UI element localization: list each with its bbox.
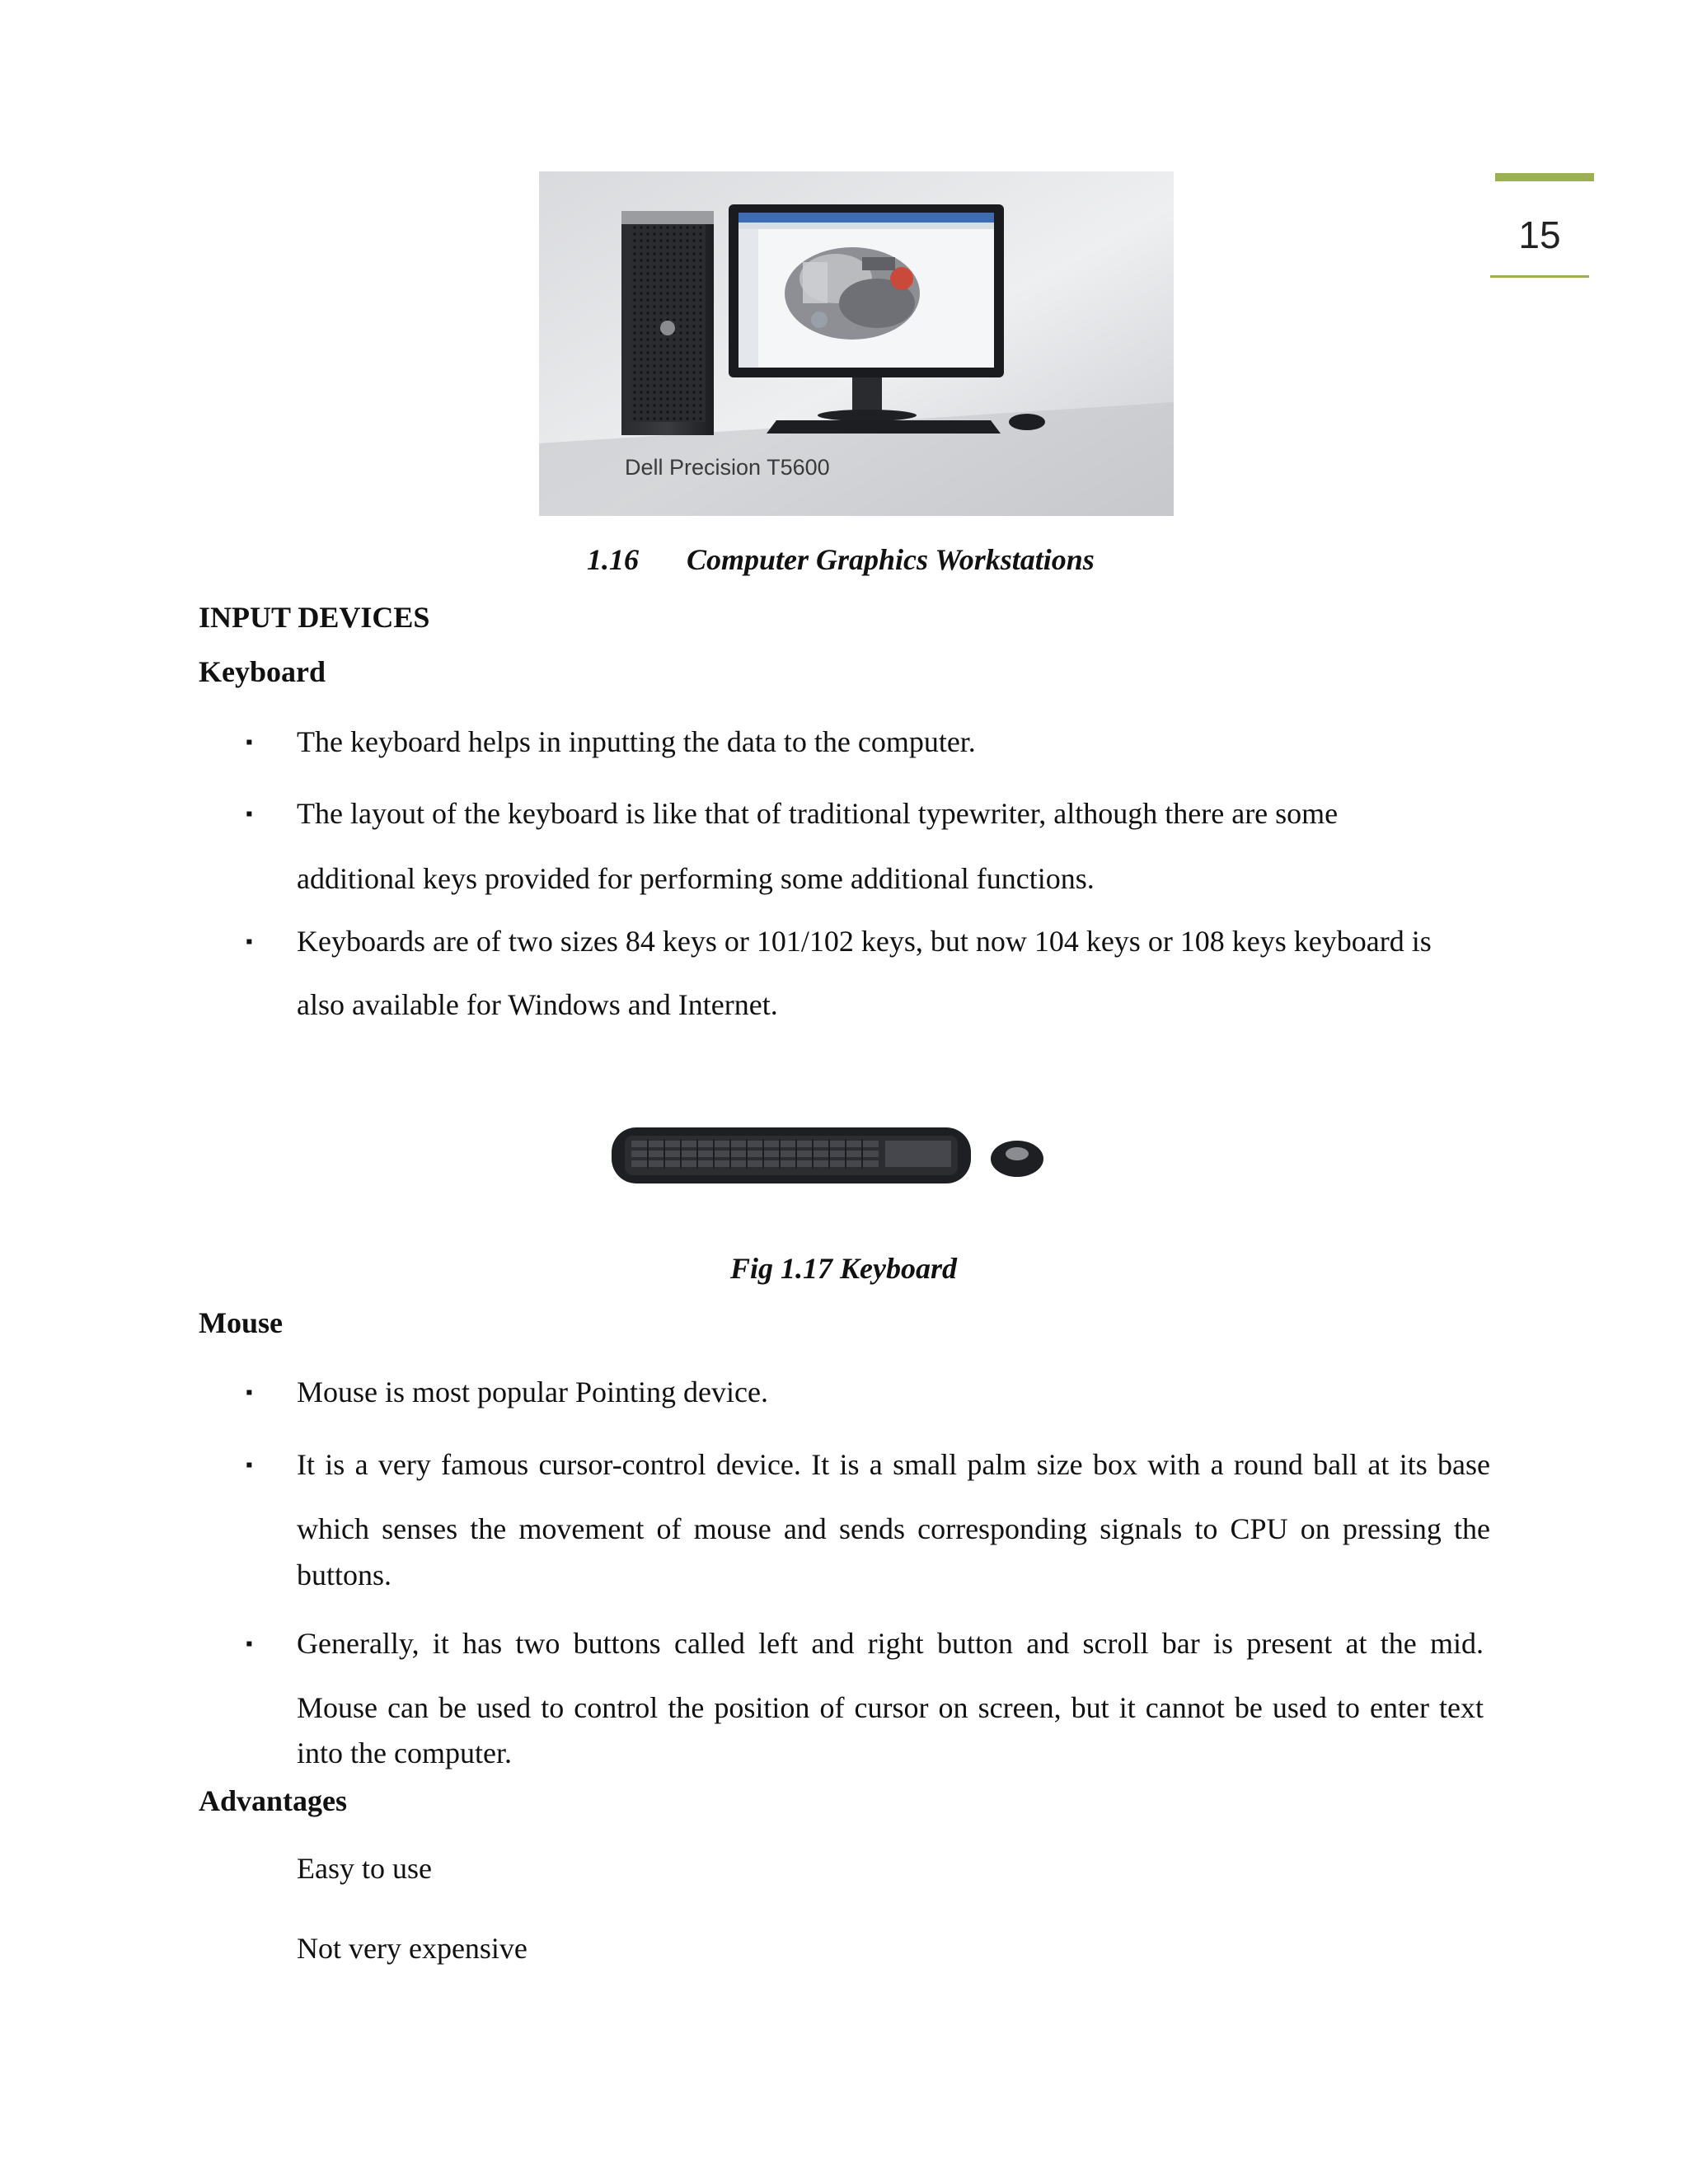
keyboard-item-1: The keyboard helps in inputting the data to the computer. <box>297 725 976 758</box>
keyboard-item-3-line-2: also available for Windows and Internet. <box>297 988 778 1021</box>
bullet-icon: ▪ <box>246 1455 253 1476</box>
keyboard-heading: Keyboard <box>199 655 326 688</box>
mouse-item-2-line-2: which senses the movement of mouse and sends corresponding signals to CPU on pressing the <box>297 1512 1490 1545</box>
mouse-item-3-line-3: into the computer. <box>297 1736 512 1769</box>
page-number: 15 <box>1518 213 1561 256</box>
workstation-photo <box>539 171 1174 516</box>
keyboard-keys <box>631 1141 951 1167</box>
page-number-bottom-rule <box>1490 275 1589 278</box>
advantage-item: Not very expensive <box>297 1932 528 1965</box>
keyboard-item-3-line-1: Keyboards are of two sizes 84 keys or 101/102 keys, but now 104 keys or 108 keys keyboard is <box>297 925 1432 958</box>
page-number-top-rule <box>1495 173 1594 181</box>
keyboard-item-2-line-2: additional keys provided for performing some additional functions. <box>297 862 1095 895</box>
bullet-icon: ▪ <box>246 1382 253 1404</box>
bullet-icon: ▪ <box>246 931 253 953</box>
advantages-heading: Advantages <box>199 1784 348 1817</box>
photo-label: Dell Precision T5600 <box>625 455 830 480</box>
mouse-item-2-line-3: buttons. <box>297 1558 392 1591</box>
figure-caption: Computer Graphics Workstations <box>687 543 1095 576</box>
workstation-keyboard <box>767 420 1001 434</box>
keyboard-item-2-line-1: The layout of the keyboard is like that of traditional typewriter, although there are some <box>297 797 1339 830</box>
figure-caption-number: 1.16 <box>587 543 639 576</box>
bullet-icon: ▪ <box>246 804 253 825</box>
bullet-icon: ▪ <box>246 1633 253 1655</box>
monitor-stand <box>852 377 882 414</box>
mouse-heading: Mouse <box>199 1306 283 1339</box>
engine-render-illustration <box>785 247 920 340</box>
mouse-item-3-line-2: Mouse can be used to control the position of cursor on screen, but it cannot be used to enter text <box>297 1691 1484 1724</box>
workstation-mouse <box>1009 414 1045 430</box>
mouse-item-3-line-1: Generally, it has two buttons called left and right button and scroll bar is present at the mid. <box>297 1627 1484 1660</box>
keyboard-illustration <box>610 1121 1051 1188</box>
mouse-item-1: Mouse is most popular Pointing device. <box>297 1376 768 1408</box>
bullet-icon: ▪ <box>246 732 253 753</box>
workstation-illustration <box>539 171 1174 516</box>
page-number-block <box>1490 173 1596 279</box>
keyboard-photo <box>610 1121 1051 1188</box>
advantage-item: Easy to use <box>297 1852 432 1885</box>
figure-caption: Fig 1.17 Keyboard <box>730 1252 957 1285</box>
dell-logo-icon <box>660 321 675 335</box>
mouse-item-2-line-1: It is a very famous cursor-control device. It is a small palm size box with a round ball at its base <box>297 1448 1490 1481</box>
section-heading: INPUT DEVICES <box>199 601 430 634</box>
